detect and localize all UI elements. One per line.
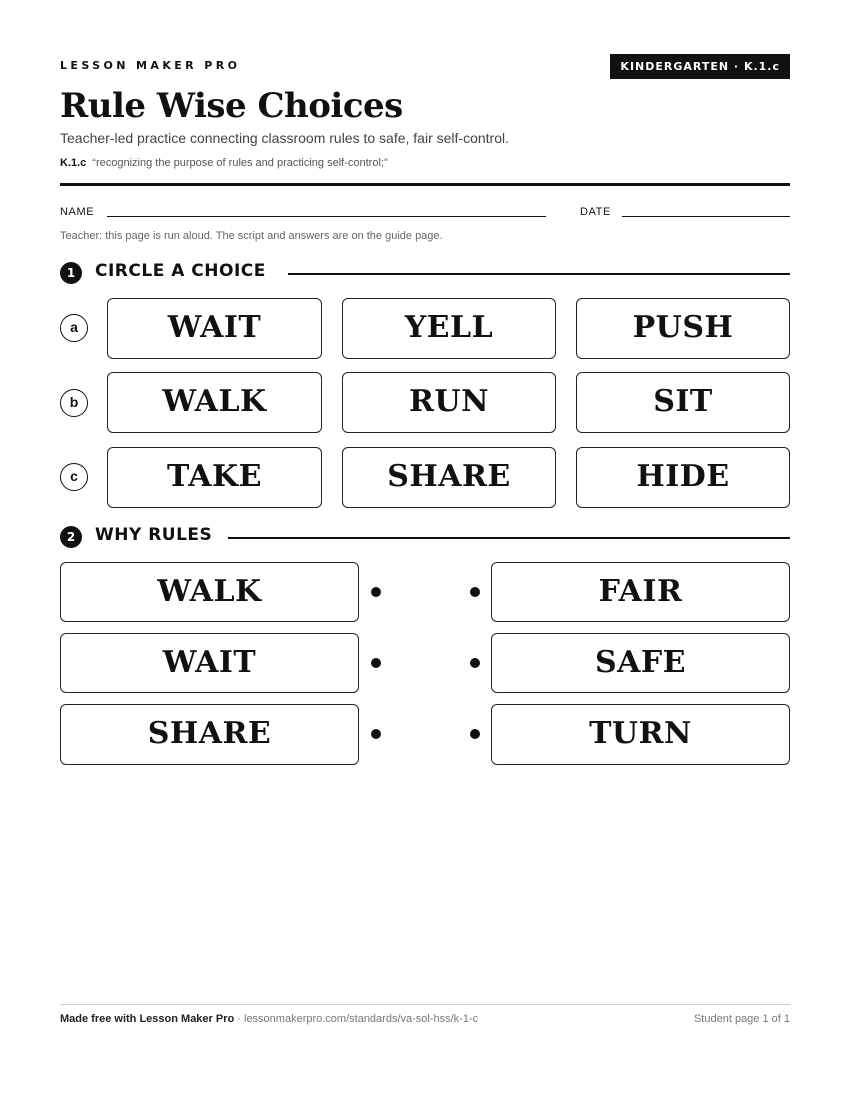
choice-card[interactable]: SHARE <box>342 447 556 508</box>
brand-name: LESSON MAKER PRO <box>60 59 241 72</box>
worksheet-page <box>60 0 790 1100</box>
match-dot-right[interactable] <box>470 658 480 668</box>
choice-card[interactable]: SIT <box>576 372 790 433</box>
footer-url[interactable]: · lessonmakerpro.com/standards/va-sol-hss/k-1-c <box>234 1013 479 1025</box>
section-title: WHY RULES <box>95 525 213 545</box>
standard-text: “recognizing the purpose of rules and practicing self-control;” <box>92 157 388 169</box>
row-letter-b: b <box>60 389 88 417</box>
choice-card[interactable]: YELL <box>342 298 556 359</box>
choice-card[interactable]: RUN <box>342 372 556 433</box>
footer-page-label: Student page 1 of 1 <box>693 1013 790 1025</box>
choice-card[interactable]: TAKE <box>107 447 322 508</box>
row-letter-c: c <box>60 463 88 491</box>
standard-line <box>60 157 388 169</box>
section-number: 2 <box>60 526 82 548</box>
match-dot-left[interactable] <box>371 587 381 597</box>
match-card-left[interactable]: WAIT <box>60 633 359 693</box>
choice-card[interactable]: WALK <box>107 372 322 433</box>
row-letter-a: a <box>60 314 88 342</box>
match-dot-right[interactable] <box>470 729 480 739</box>
date-field[interactable] <box>622 216 790 217</box>
name-field[interactable] <box>107 216 546 217</box>
match-dot-left[interactable] <box>371 658 381 668</box>
choice-card[interactable]: WAIT <box>107 298 322 359</box>
section-rule <box>228 537 790 539</box>
match-card-right[interactable]: SAFE <box>491 633 790 693</box>
section-why-rules <box>60 524 790 548</box>
header-divider <box>60 183 790 186</box>
name-label: NAME <box>60 206 95 218</box>
match-dot-right[interactable] <box>470 587 480 597</box>
date-label: DATE <box>580 206 611 218</box>
match-card-right[interactable]: FAIR <box>491 562 790 622</box>
footer-divider <box>60 1004 790 1005</box>
standard-code: K.1.c <box>60 157 87 169</box>
footer-credit <box>60 1013 478 1025</box>
section-title: CIRCLE A CHOICE <box>95 261 266 281</box>
section-number: 1 <box>60 262 82 284</box>
choice-card[interactable]: HIDE <box>576 447 790 508</box>
grade-badge: KINDERGARTEN · K.1.c <box>610 54 790 79</box>
match-card-left[interactable]: SHARE <box>60 704 359 765</box>
match-dot-left[interactable] <box>371 729 381 739</box>
section-circle-a-choice <box>60 260 790 284</box>
match-card-right[interactable]: TURN <box>491 704 790 765</box>
section-rule <box>288 273 790 275</box>
teacher-note: Teacher: this page is run aloud. The script and answers are on the guide page. <box>60 230 443 242</box>
match-card-left[interactable]: WALK <box>60 562 359 622</box>
choice-card[interactable]: PUSH <box>576 298 790 359</box>
footer-made-with: Made free with Lesson Maker Pro <box>60 1013 235 1025</box>
page-title: Rule Wise Choices <box>60 86 403 126</box>
page-subtitle: Teacher-led practice connecting classroom rules to safe, fair self-control. <box>60 130 509 146</box>
